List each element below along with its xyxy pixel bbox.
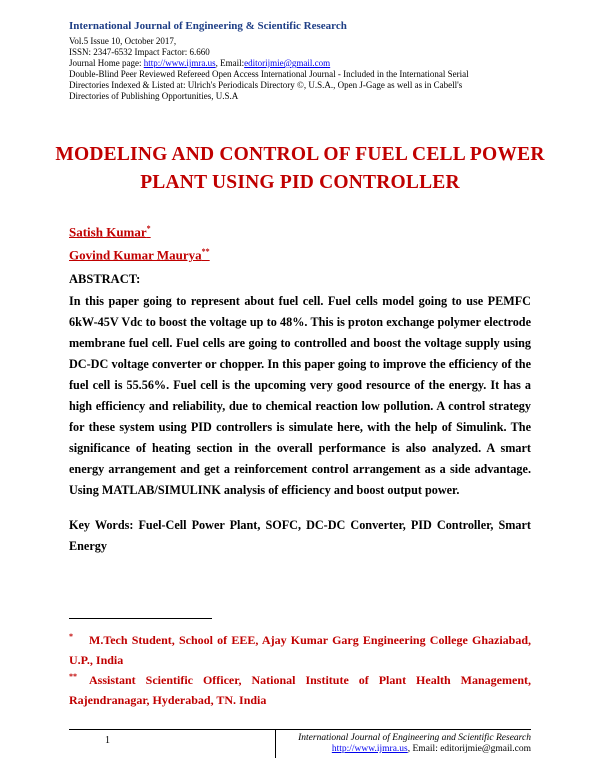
email-link[interactable]: editorijmie@gmail.com <box>244 58 331 68</box>
footer-journal-info <box>298 733 531 755</box>
journal-name: International Journal of Engineering & Scientific Research <box>69 20 347 32</box>
page-number: 1 <box>105 735 110 746</box>
author-2-name: Govind Kumar Maurya <box>69 247 202 263</box>
author-1-mark: * <box>146 224 151 233</box>
footnote-2-text: Assistant Scientific Officer, National Institute of Plant Health Management, Rajendranagar, Hyderabad, TN. India <box>69 673 531 707</box>
footnote-1-text: M.Tech Student, School of EEE, Ajay Kumar Garg Engineering College Ghaziabad, U.P., India <box>69 633 531 667</box>
author-1 <box>69 224 151 240</box>
email-prefix: , Email: <box>215 58 245 68</box>
keywords: Key Words: Fuel-Cell Power Plant, SOFC, DC-DC Converter, PID Controller, Smart Energy <box>69 518 531 553</box>
footnote-1-mark: * <box>69 632 73 641</box>
review-line-1: Double-Blind Peer Reviewed Refereed Open Access International Journal - Included in the International Serial <box>69 69 469 79</box>
footer-email: , Email: editorijmie@gmail.com <box>407 744 531 754</box>
footer-divider <box>69 729 531 730</box>
footnote-2-mark: ** <box>69 672 77 681</box>
author-2 <box>69 247 210 263</box>
footer-contact <box>298 744 531 755</box>
footnote-1 <box>69 627 531 670</box>
footer-url-link[interactable]: http://www.ijmra.us <box>331 744 408 754</box>
issn-info: ISSN: 2347-6532 Impact Factor: 6.660 <box>69 47 210 57</box>
abstract-heading: ABSTRACT: <box>69 272 141 286</box>
author-2-mark: ** <box>201 247 210 256</box>
author-1-name: Satish Kumar <box>69 224 147 240</box>
footnote-2 <box>69 667 531 710</box>
homepage-prefix: Journal Home page: <box>69 58 144 68</box>
footnote-divider <box>69 618 212 619</box>
review-line-2: Directories Indexed & Listed at: Ulrich's Periodicals Directory ©, U.S.A., Open J-Gage as well as in Cabell's <box>69 80 463 90</box>
abstract-body: In this paper going to represent about fuel cell. Fuel cells model going to use PEMFC 6kW-45V Vdc to boost the voltage up to 48%. This is proton exchange polymer electrode membrane fuel cell. Fuel cells are going to controlled and boost the voltage supply using DC-DC voltage converter or chopper. In this paper going to improve the efficiency of the fuel cell is 55.56%. Fuel cell is the upcoming very good resource of the energy. It has a high efficiency and reliability, due to chemical reaction low pollution. A control strategy for these system using PID controllers is simulate here, with the help of Simulink. The significance of heating section in the overall performance is also analyzed. A smart energy arrangement and get a reinforcement control arrangement as a side advantage. Using MATLAB/SIMULINK analysis of efficiency and boost output power. <box>69 294 531 497</box>
footer-journal-name: International Journal of Engineering and Scientific Research <box>298 733 531 743</box>
review-line-3: Directories of Publishing Opportunities, U.S.A <box>69 91 239 101</box>
footer-vertical-divider <box>275 730 276 758</box>
paper-title-line-1: MODELING AND CONTROL OF FUEL CELL POWER <box>55 144 545 165</box>
volume-info: Vol.5 Issue 10, October 2017, <box>69 36 177 46</box>
paper-title-line-2: PLANT USING PID CONTROLLER <box>140 172 460 193</box>
homepage-line <box>69 58 330 69</box>
homepage-link[interactable]: http://www.ijmra.us <box>143 58 216 68</box>
